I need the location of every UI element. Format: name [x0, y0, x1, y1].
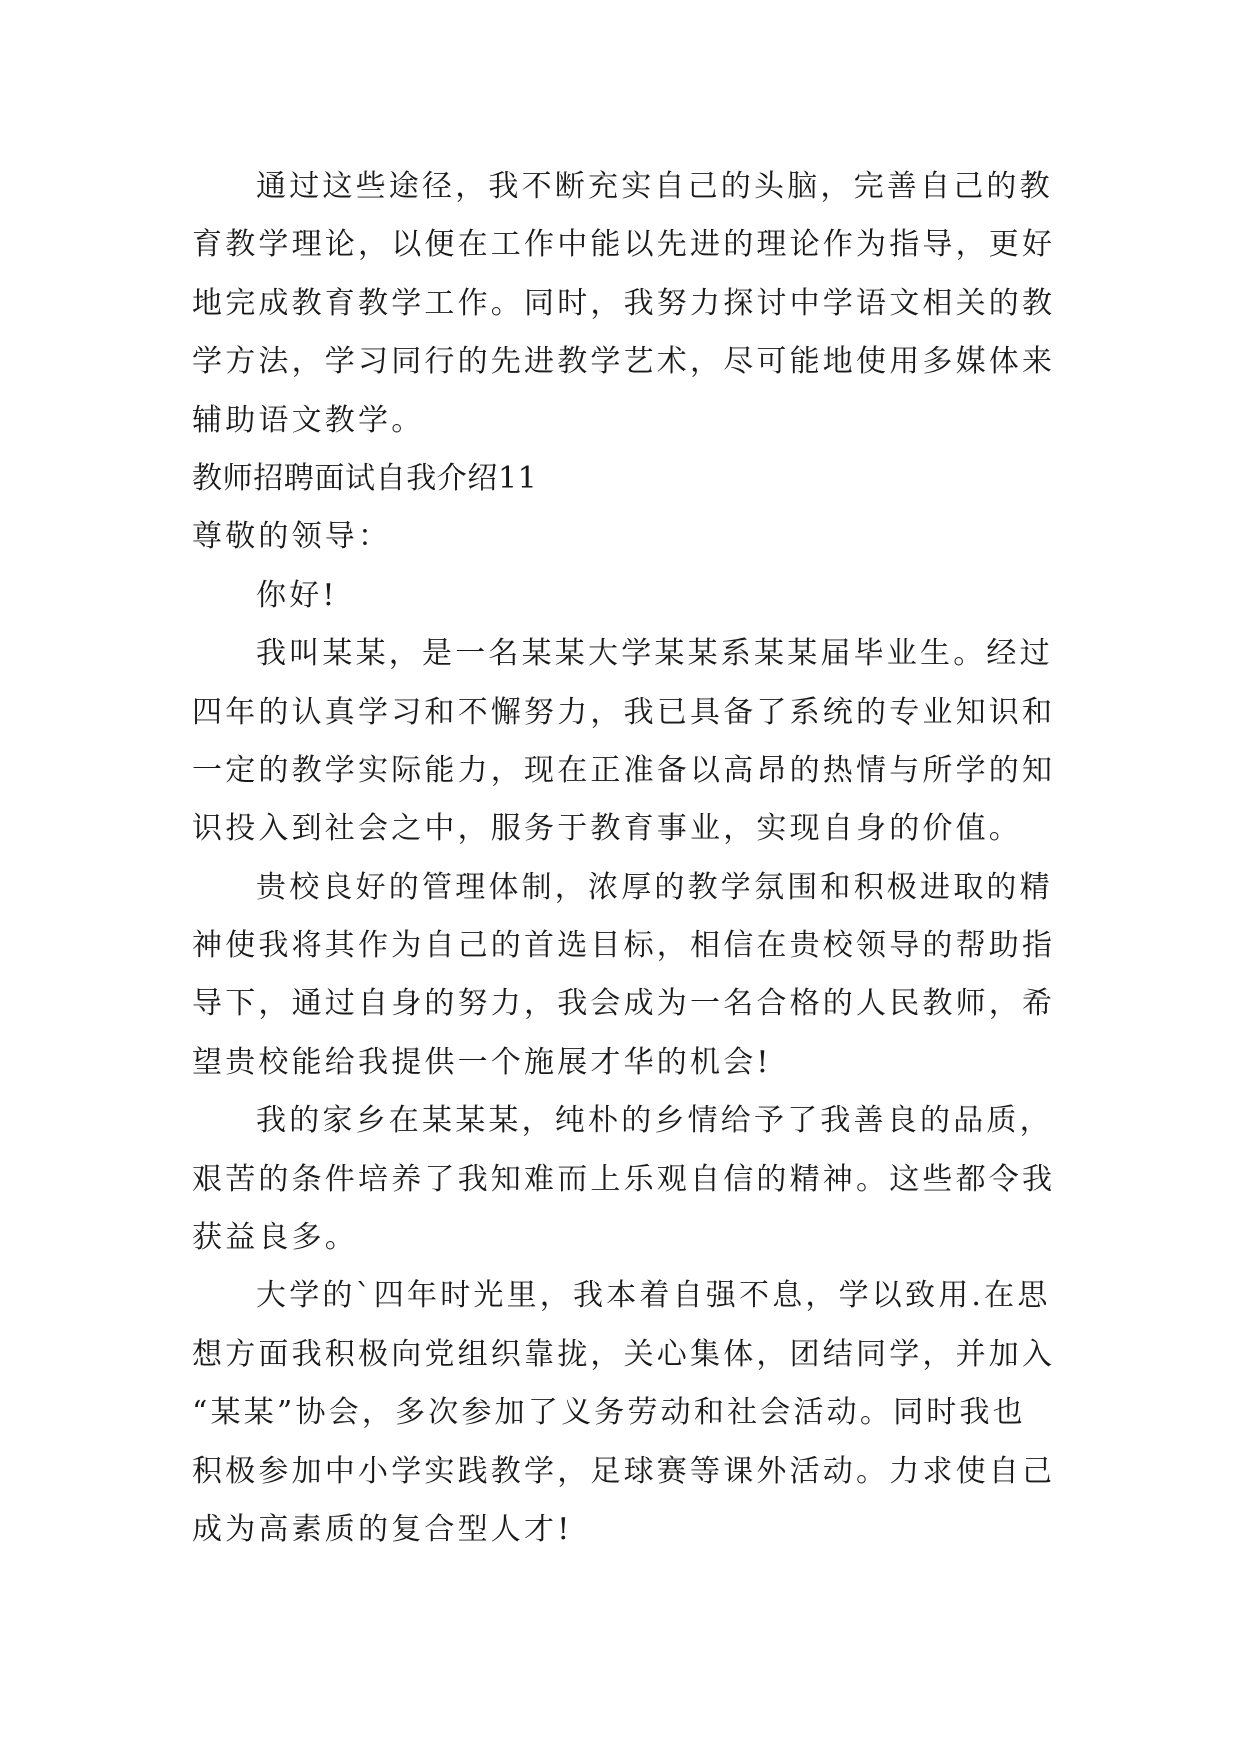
paragraph-line: 望贵校能给我提供一个施展才华的机会!	[192, 1044, 772, 1080]
paragraph-line: 导下，通过自身的努力，我会成为一名合格的人民教师，希	[192, 986, 1056, 1022]
paragraph-line: 通过这些途径，我不断充实自己的头脑，完善自己的教	[256, 169, 1053, 204]
paragraph-line: 艰苦的条件培养了我知难而上乐观自信的精神。这些都令我	[192, 1161, 1056, 1197]
paragraph-line: 贵校良好的管理体制，浓厚的教学氛围和积极进取的精	[256, 869, 1053, 905]
paragraph-line: 我叫某某，是一名某某大学某某系某某届毕业生。经过	[256, 636, 1053, 672]
paragraph-study-methods	[192, 158, 1056, 450]
paragraph-line: 获益良多。	[192, 1220, 358, 1256]
paragraph-line: 大学的`四年时光里，我本着自强不息，学以致用.在思	[256, 1278, 1051, 1314]
paragraph-line: 想方面我积极向党组织靠拢，关心集体，团结同学，并加入	[192, 1336, 1056, 1372]
paragraph-line: 四年的认真学习和不懈努力，我已具备了系统的专业知识和	[192, 694, 1056, 730]
paragraph-line: 地完成教育教学工作。同时，我努力探讨中学语文相关的教	[192, 285, 1056, 321]
paragraph-line: 一定的教学实际能力，现在正准备以高昂的热情与所学的知	[192, 752, 1056, 788]
paragraph-line: 学方法，学习同行的先进教学艺术，尽可能地使用多媒体来	[192, 344, 1056, 380]
paragraph-line: “某某”协会，多次参加了义务劳动和社会活动。同时我也	[192, 1395, 1026, 1431]
paragraph-hometown	[192, 1092, 1056, 1267]
paragraph-university	[192, 1267, 1056, 1559]
paragraph-line: 育教学理论，以便在工作中能以先进的理论作为指导，更好	[192, 227, 1056, 263]
salutation: 尊敬的领导：	[192, 519, 392, 555]
paragraph-line: 我的家乡在某某某，纯朴的乡情给予了我善良的品质，	[256, 1103, 1053, 1139]
document-body	[192, 158, 1056, 1559]
paragraph-line: 神使我将其作为自己的首选目标，相信在贵校领导的帮助指	[192, 928, 1056, 964]
paragraph-line: 积极参加中小学实践教学，足球赛等课外活动。力求使自己	[192, 1453, 1056, 1489]
paragraph-school-choice	[192, 859, 1056, 1093]
paragraph-self-intro	[192, 625, 1056, 859]
paragraph-line: 辅助语文教学。	[192, 402, 425, 438]
greeting: 你好!	[256, 577, 338, 613]
paragraph-line: 成为高素质的复合型人才!	[192, 1511, 573, 1547]
paragraph-line: 识投入到社会之中，服务于教育事业，实现自身的价值。	[192, 811, 1022, 847]
section-heading: 教师招聘面试自我介绍11	[192, 460, 538, 496]
